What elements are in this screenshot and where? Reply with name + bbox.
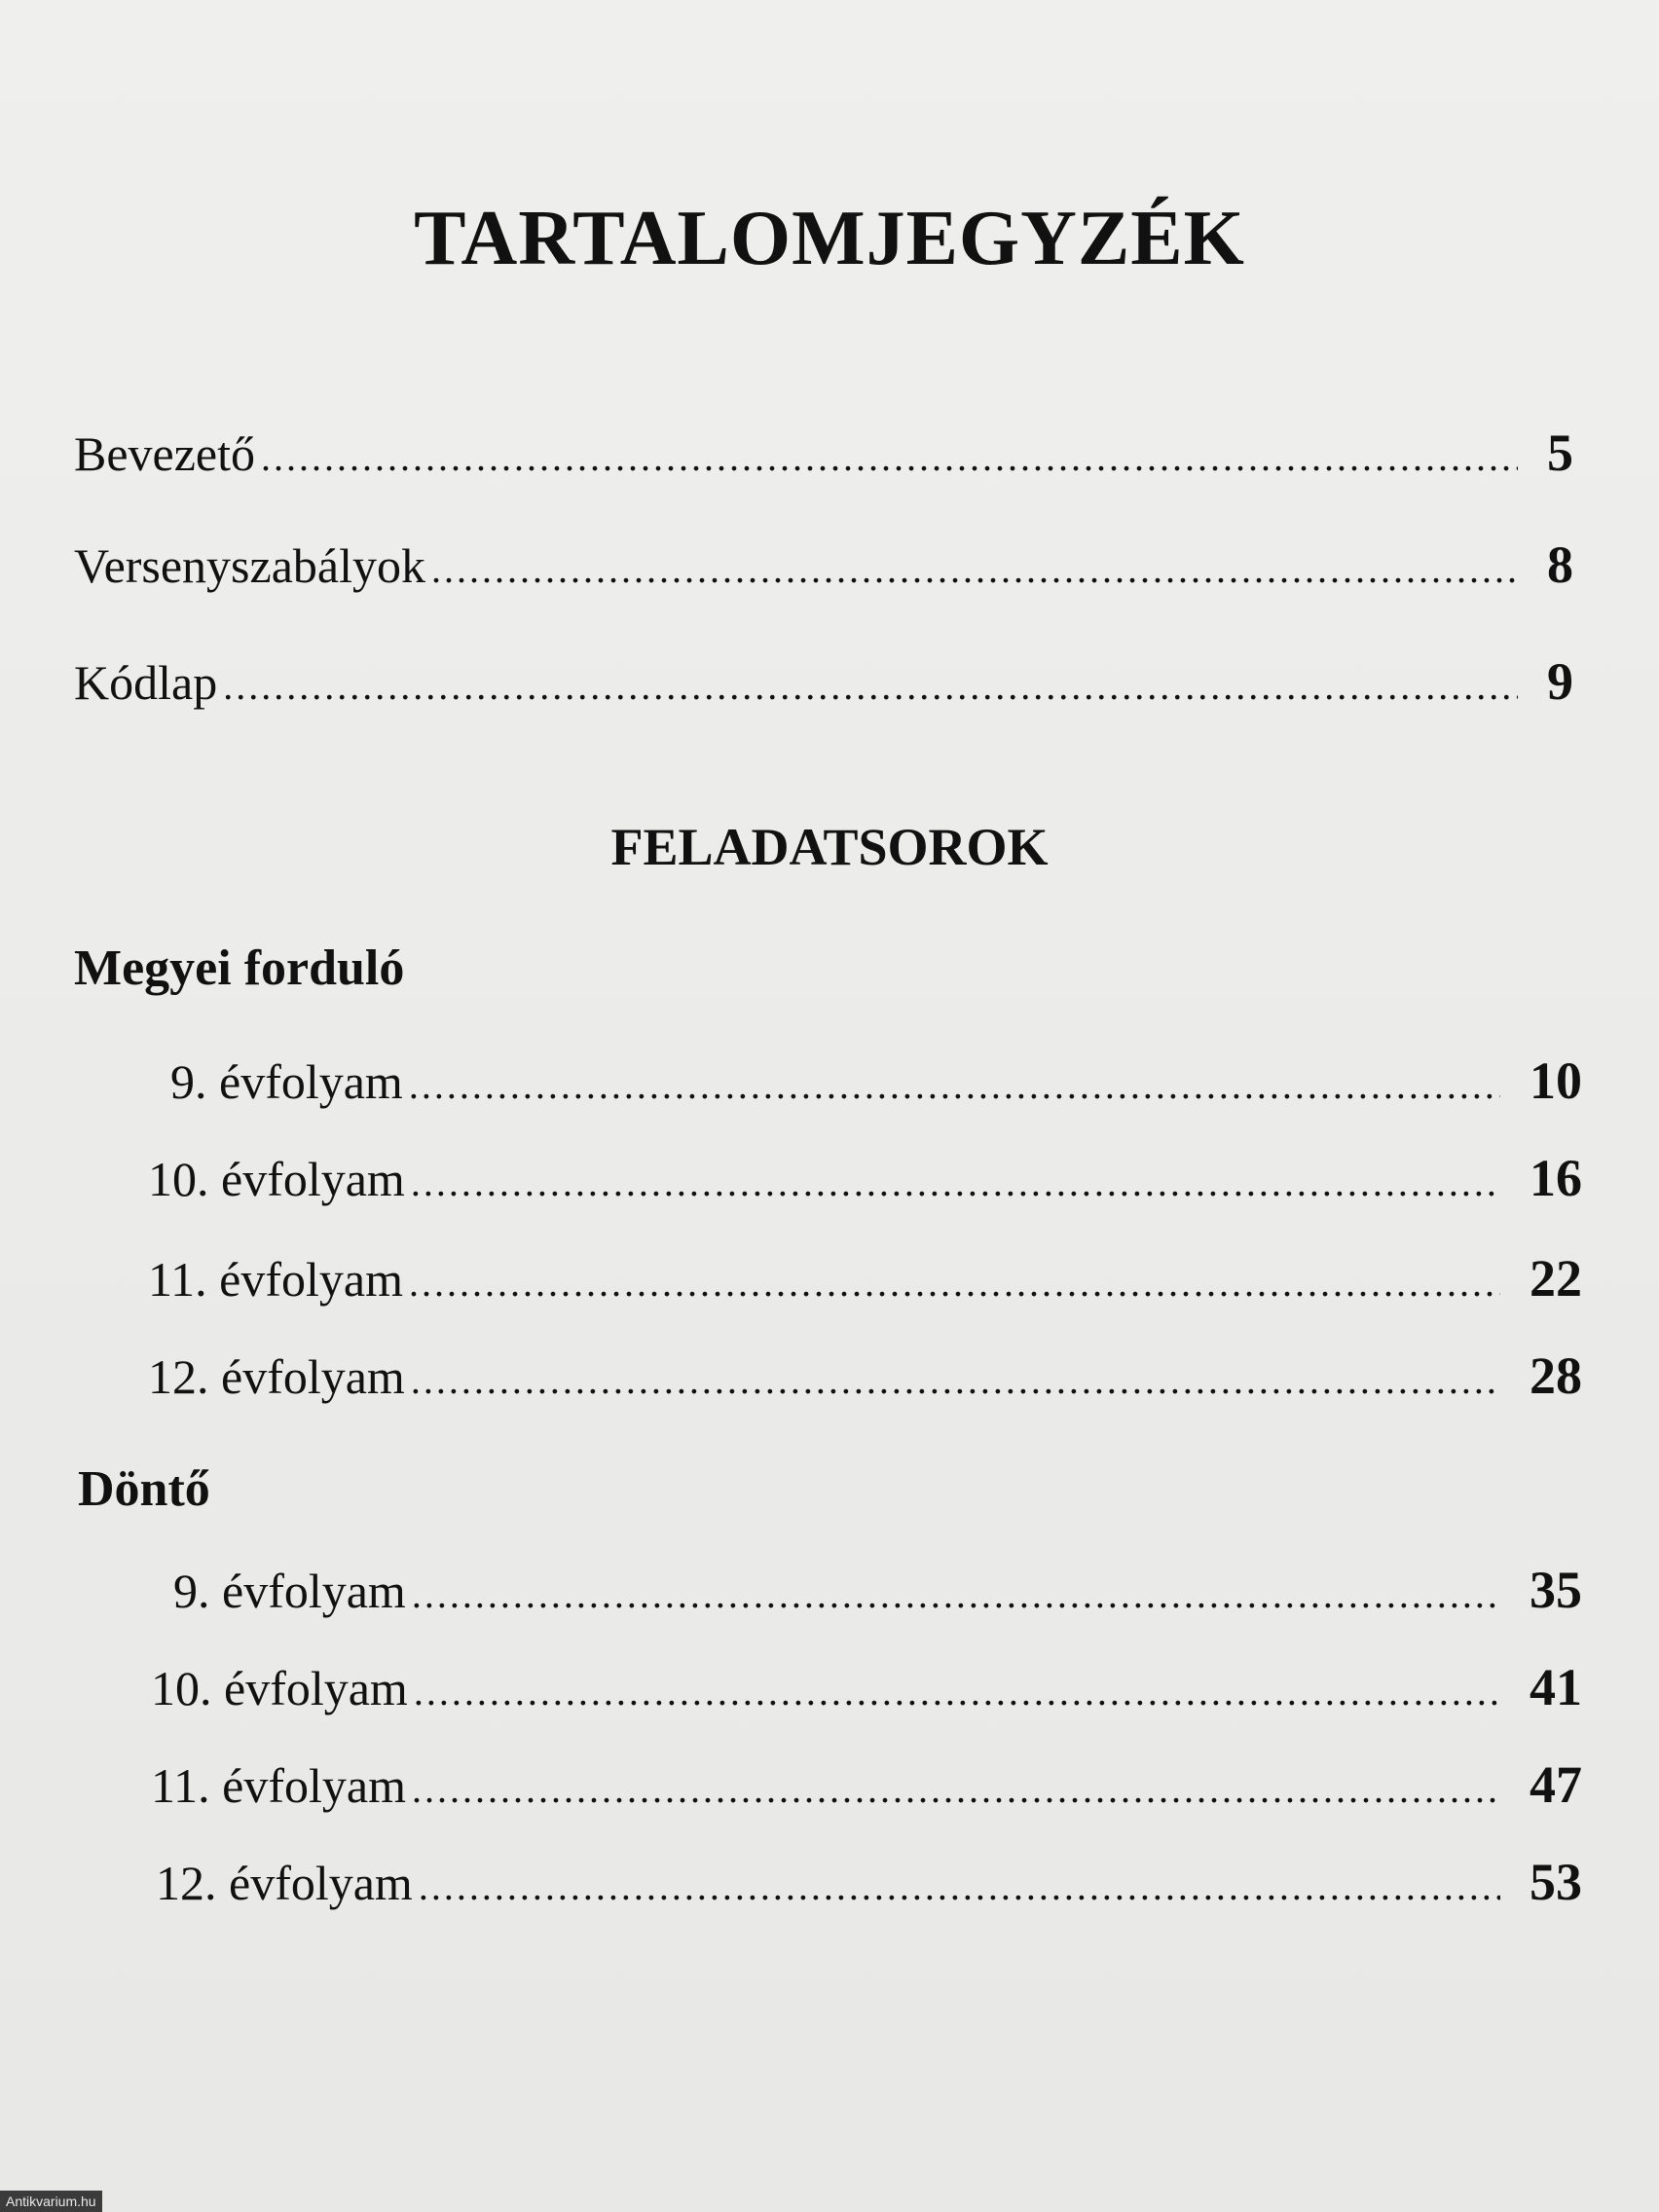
- section-heading: FELADATSOROK: [610, 818, 1049, 876]
- toc-entry-page: 10: [1530, 1051, 1582, 1110]
- dot-leader: [411, 1343, 1500, 1411]
- toc-entry-donto-9[interactable]: [173, 1556, 1582, 1624]
- show-through-text: [604, 92, 621, 170]
- toc-entry-page: 8: [1547, 535, 1573, 594]
- toc-entry-page: 22: [1530, 1249, 1582, 1308]
- toc-entry-megyei-12[interactable]: [148, 1342, 1582, 1410]
- toc-entry-page: 41: [1530, 1658, 1582, 1716]
- toc-entry-donto-11[interactable]: [151, 1751, 1582, 1819]
- toc-entry-label: 9. évfolyam: [173, 1564, 406, 1618]
- group-heading-megyei: Megyei forduló: [74, 940, 405, 996]
- toc-entry-label: Versenyszabályok: [74, 538, 425, 593]
- toc-entry-page: 53: [1530, 1853, 1582, 1911]
- page-title: TARTALOMJEGYZÉK: [414, 196, 1245, 281]
- dot-leader: [412, 1751, 1500, 1820]
- toc-entry-bevezeto[interactable]: [74, 419, 1573, 487]
- toc-entry-page: 47: [1530, 1755, 1582, 1814]
- toc-entry-megyei-10[interactable]: [148, 1144, 1582, 1212]
- toc-entry-label: 11. évfolyam: [151, 1758, 406, 1813]
- toc-entry-label: 9. évfolyam: [170, 1054, 403, 1109]
- toc-entry-label: 12. évfolyam: [156, 1856, 413, 1910]
- toc-entry-page: 35: [1530, 1561, 1582, 1619]
- group-heading-donto: Döntő: [78, 1461, 210, 1517]
- dot-leader: [409, 1245, 1500, 1313]
- dot-leader: [419, 1849, 1500, 1917]
- toc-entry-page: 16: [1530, 1149, 1582, 1207]
- toc-entry-label: 12. évfolyam: [148, 1349, 405, 1404]
- toc-entry-versenyszabalyok[interactable]: [74, 531, 1573, 599]
- toc-entry-label: 10. évfolyam: [151, 1661, 408, 1715]
- dot-leader: [261, 420, 1518, 488]
- site-watermark: Antikvarium.hu: [0, 2191, 102, 2212]
- toc-entry-page: 28: [1530, 1346, 1582, 1405]
- toc-entry-page: 9: [1547, 652, 1573, 711]
- toc-entry-label: 11. évfolyam: [148, 1252, 403, 1307]
- toc-entry-donto-10[interactable]: [151, 1653, 1582, 1721]
- dot-leader: [223, 648, 1518, 717]
- dot-leader: [409, 1048, 1500, 1116]
- toc-entry-donto-12[interactable]: [156, 1848, 1582, 1916]
- toc-entry-megyei-11[interactable]: [148, 1244, 1582, 1312]
- toc-entry-label: Bevezető: [74, 426, 256, 481]
- dot-leader: [431, 532, 1518, 600]
- toc-entry-label: 10. évfolyam: [148, 1152, 405, 1206]
- dot-leader: [412, 1557, 1500, 1625]
- dot-leader: [411, 1145, 1500, 1213]
- dot-leader: [414, 1654, 1500, 1722]
- toc-entry-kodlap[interactable]: [74, 647, 1573, 716]
- toc-entry-megyei-9[interactable]: [170, 1047, 1582, 1115]
- toc-entry-label: Kódlap: [74, 655, 218, 710]
- toc-entry-page: 5: [1547, 424, 1573, 482]
